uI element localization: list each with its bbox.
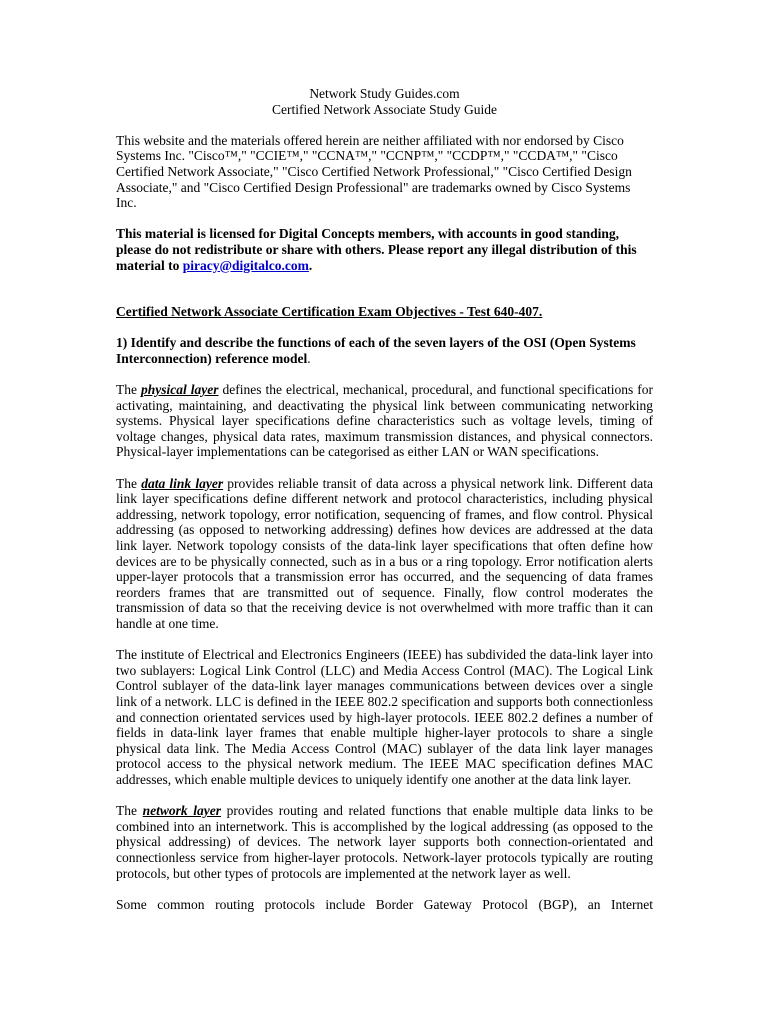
objective-1-end: .: [307, 350, 311, 366]
network-layer-text: provides routing and related functions that enable multiple data links to be combined into an internetwork. This is accomplished by the logical addressing (as opposed to the physical addressing) of devices. The network layer supports both connection-orientated and connectionless service from higher-layer protocols. Network-layer protocols typically are routing protocols, but other types of protocols are implemented at the network layer as well.: [116, 803, 653, 881]
physical-layer-paragraph: [116, 382, 653, 460]
header-guide-title: Certified Network Associate Study Guide: [272, 101, 497, 117]
network-layer-pre: The: [116, 803, 143, 819]
license-end: .: [308, 257, 313, 273]
data-link-layer-pre: The: [116, 475, 142, 491]
document-page: [116, 86, 653, 912]
license-text: This material is licensed for Digital Concepts members, with accounts in good standing, please do not redistribute or share with others. Please report any illegal distribution of this material to: [116, 226, 637, 273]
exam-objectives-heading: Certified Network Associate Certification Exam Objectives - Test 640-407.: [116, 304, 543, 320]
network-layer-paragraph: [116, 803, 653, 881]
data-link-layer-text: provides reliable transit of data across a physical network link. Different data link layer specifications define different network and protocol characteristics, including physical addressing, network topology, error notification, sequencing of frames, and flow control. Physical addressing (as opposed to networking addressing) defines how devices are addressed at the data link layer. Network topology consists of the data-link layer specifications that often define how devices are to be physically connected, such as in a bus or a ring topology. Error notification alerts upper-layer protocols that a transmission error has occurred, and the sequencing of data frames reorders frames that are transmitted out of sequence. Finally, flow control moderates the transmission of data so that the receiving device is not overwhelmed with more traffic than it can handle at one time.: [116, 475, 654, 631]
physical-layer-text: defines the electrical, mechanical, procedural, and functional specifications for activating, maintaining, and deactivating the physical link between communicating networking systems. Physical layer specifications define characteristics such as voltage levels, timing of voltage changes, physical data rates, maximum transmission distances, and physical connectors. Physical-layer implementations can be categorised as either LAN or WAN specifications.: [116, 382, 653, 460]
physical-layer-pre: The: [116, 382, 141, 398]
ieee-paragraph: The institute of Electrical and Electronics Engineers (IEEE) has subdivided the data-link layer into two sublayers: Logical Link Control (LLC) and Media Access Control (MAC). The Logical Link Control sublayer of the data-link layer manages communications between devices over a single link of a network. LLC is defined in the IEEE 802.2 specification and supports both connectionless and connection orientated services used by high-layer protocols. IEEE 802.2 defines a number of fields in data-link layer frames that enable multiple higher-layer protocols to share a single physical data link. The Media Access Control (MAC) sublayer of the data link layer manages protocol access to the physical network medium. The IEEE MAC specification defines MAC addresses, which enable multiple devices to uniquely identify one another at the data link layer.: [116, 647, 653, 787]
physical-layer-term: physical layer: [141, 382, 219, 398]
objective-1: [116, 335, 653, 366]
disclaimer-paragraph: This website and the materials offered herein are neither affiliated with nor endorsed by Cisco Systems Inc. "Cisco™," "CCIE™," "CCNA™," "CCNP™," "CCDP™," "CCDA™," "Cisco Certified Network Associate," "Cisco Certified Network Professional," "Cisco Certified Design Associate," and "Cisco Certified Design Professional" are trademarks owned by Cisco Systems Inc.: [116, 132, 632, 211]
routing-protocols-paragraph: Some common routing protocols include Border Gateway Protocol (BGP), an Internet: [116, 896, 653, 912]
piracy-email-link[interactable]: piracy@digitalco.com: [182, 257, 309, 273]
header-site: Network Study Guides.com: [309, 86, 460, 101]
data-link-layer-term: data link layer: [141, 475, 224, 491]
objective-1-text: 1) Identify and describe the functions of each of the seven layers of the OSI (Open Systems Interconnection) reference model: [116, 335, 636, 366]
data-link-layer-paragraph: [116, 476, 653, 632]
license-paragraph: [116, 226, 653, 273]
network-layer-term: network layer: [142, 803, 222, 819]
